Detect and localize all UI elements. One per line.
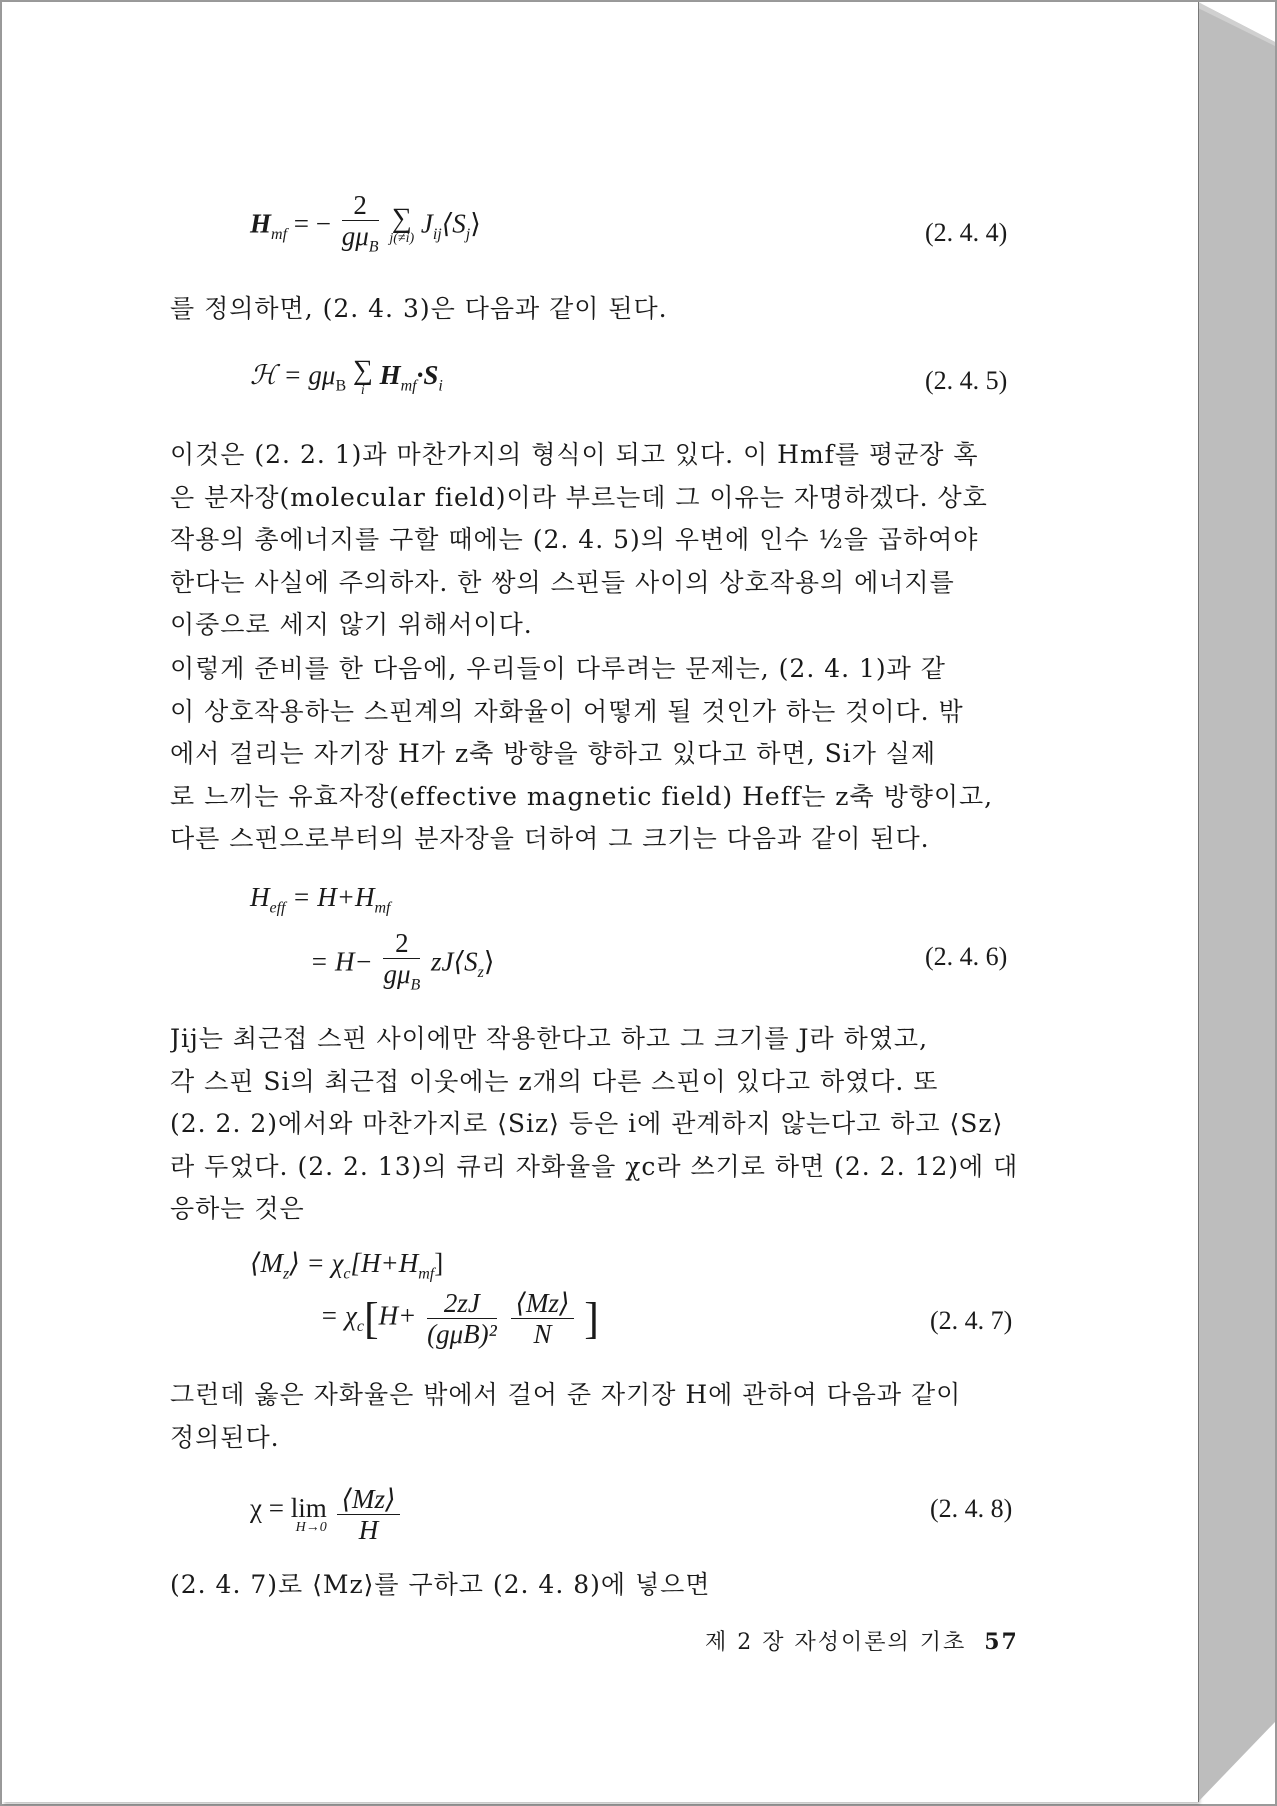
fraction-denominator: N (533, 1319, 552, 1349)
fraction-denominator: H (358, 1515, 379, 1545)
text-line: 라 두었다. (2. 2. 13)의 큐리 자화율을 χc라 쓰기로 하면 (2. 2. 12)에 대 (170, 1151, 1019, 1181)
fraction (427, 1288, 497, 1349)
eq-sub: z (477, 963, 484, 981)
fraction-denominator: (gμB)² (427, 1319, 497, 1349)
equation-2-4-6-line1 (250, 882, 390, 917)
text-line: 정의된다. (170, 1422, 280, 1452)
text-line: 한다는 사실에 주의하자. 한 쌍의 스핀들 사이의 상호작용의 에너지를 (170, 567, 955, 597)
eq-sub: mf (418, 1265, 435, 1283)
den-text: gμ (341, 221, 369, 251)
den-text: gμ (383, 959, 411, 989)
eq-rhs-sub: mf (400, 377, 417, 395)
text-line: 이 상호작용하는 스핀계의 자화율이 어떻게 될 것인가 하는 것이다. 밖 (170, 696, 964, 726)
sum-operator: ∑ i (352, 355, 373, 398)
eq-sign: = gμ (276, 360, 336, 391)
eq-lhs: χ = lim (250, 1492, 327, 1523)
eq-rhs-sub: mf (374, 899, 391, 917)
text-line: 를 정의하면, (2. 4. 3)은 다음과 같이 된다. (170, 294, 668, 323)
eq-part: ] (434, 1248, 444, 1278)
eq-sub: c (343, 1265, 351, 1283)
paragraph (170, 1564, 1050, 1607)
eq-part: = H− (310, 946, 373, 977)
eq-sub: z (283, 1265, 290, 1283)
equation-number: (2. 4. 5) (925, 366, 1008, 395)
page-stack-edge (1198, 2, 1275, 1802)
page-footer (705, 1625, 1019, 1656)
eq-sub: mf (271, 225, 288, 243)
text-line: (2. 2. 2)에서와 마찬가지로 ⟨Siz⟩ 등은 i에 관계하지 않는다고 하고 ⟨Sz⟩ (170, 1109, 1004, 1138)
paragraph (170, 1374, 1050, 1459)
eq-part: zJ⟨S (431, 946, 478, 977)
sum-limit: j(≠i) (389, 231, 415, 247)
equation-2-4-7-line2: = $\chi_c[H+$ $\frac{2zJ}{\text{(gμB)²}}$ $\frac{⟨Mz⟩}{N}$ ] (320, 1288, 599, 1349)
equation-2-4-5 (250, 355, 443, 398)
den-sub: B (368, 238, 379, 256)
eq-lhs: H (250, 208, 272, 239)
equation-number: (2. 4. 6) (925, 942, 1008, 971)
fraction (511, 1288, 573, 1349)
fraction-numerator: 2 (342, 190, 379, 221)
eq-rhs2-sub: i (438, 377, 443, 395)
eq-part: H+ (378, 1300, 417, 1331)
paragraph (170, 1018, 1050, 1231)
sum-operator: ∑ j(≠i) (389, 203, 415, 247)
fraction (337, 1484, 399, 1545)
text-line: 이것은 (2. 2. 1)과 마찬가지의 형식이 되고 있다. 이 Hmf를 평균장 혹 (170, 440, 979, 469)
equation-number: (2. 4. 7) (930, 1306, 1013, 1335)
paragraph (170, 648, 1050, 861)
text-line: Jij는 최근접 스핀 사이에만 작용한다고 하고 그 크기를 J라 하였고, (170, 1024, 929, 1053)
text-line: 이렇게 준비를 한 다음에, 우리들이 다루려는 문제는, (2. 4. 1)과 같 (170, 654, 946, 683)
eq-part: = χ (320, 1300, 357, 1331)
limit-sub: H→0 (295, 1519, 327, 1535)
eq-rhs: = H+H (285, 882, 375, 912)
equation-2-4-7-line1 (250, 1248, 443, 1283)
den-sub: B (410, 976, 421, 994)
eq-lhs: ℋ (250, 360, 277, 391)
fraction-numerator: 2zJ (427, 1288, 497, 1319)
paragraph (170, 434, 1050, 647)
equation-2-4-4 (250, 190, 481, 262)
equation-2-4-6-line2 (310, 928, 494, 1000)
text-line: 그런데 옳은 자화율은 밖에서 걸어 준 자기장 H에 관하여 다음과 같이 (170, 1380, 962, 1409)
fraction-numerator: ⟨Mz⟩ (511, 1288, 573, 1319)
eq-rhs-sub: ij (432, 225, 442, 243)
running-head: 제 2 장 자성이론의 기초 (705, 1630, 967, 1655)
eq-sign: = − (287, 208, 331, 239)
equation-number: (2. 4. 4) (925, 218, 1008, 247)
page-number: 57 (984, 1629, 1019, 1655)
limit-operator (250, 1492, 327, 1535)
eq-part: [H+H (350, 1248, 419, 1278)
eq-bracket-sub: j (465, 225, 471, 243)
eq-sub: c (356, 1318, 364, 1336)
fraction-numerator: ⟨Mz⟩ (337, 1484, 399, 1515)
text-line: 에서 걸리는 자기장 H가 z축 방향을 향하고 있다고 하면, Si가 실제 (170, 739, 937, 768)
eq-part: ⟨M (250, 1248, 284, 1278)
text-line: 로 느끼는 유효자장(effective magnetic field) Heff는 z축 방향이고, (170, 781, 994, 811)
eq-part: ⟩ (483, 946, 495, 977)
equation-number: (2. 4. 8) (930, 1494, 1013, 1523)
text-line: 이중으로 세지 않기 위해서이다. (170, 610, 533, 639)
eq-rhs: J (420, 208, 433, 239)
fraction-denominator (342, 221, 379, 262)
eq-bracket: ⟨S (441, 208, 466, 239)
eq-part: ⟩ = χ (289, 1248, 344, 1278)
text-line: 은 분자장(molecular field)이라 부르는데 그 이유는 자명하겠다. 상호 (170, 482, 988, 512)
eq-bracket-close: ⟩ (470, 208, 481, 239)
eq-sub: B (335, 377, 347, 395)
page-content (170, 0, 1050, 1806)
text-line: 작용의 총에너지를 구할 때에는 (2. 4. 5)의 우변에 인수 ½을 곱하여야 (170, 525, 979, 554)
fraction-denominator (383, 959, 420, 1000)
text-line: (2. 4. 7)로 ⟨Mz⟩를 구하고 (2. 4. 8)에 넣으면 (170, 1570, 711, 1599)
paragraph (170, 288, 1050, 331)
fraction (383, 928, 420, 1000)
text-line: 각 스핀 Si의 최근접 이웃에는 z개의 다른 스핀이 있다고 하였다. 또 (170, 1066, 939, 1096)
fraction-numerator: 2 (383, 928, 420, 959)
equation-2-4-8 (250, 1484, 404, 1545)
fraction (342, 190, 379, 262)
eq-rhs: H (379, 360, 401, 391)
eq-rhs2: ·S (416, 360, 439, 391)
text-line: 응하는 것은 (170, 1194, 305, 1223)
eq-sub: eff (269, 899, 286, 917)
sum-limit: i (360, 383, 365, 398)
text-line: 다른 스핀으로부터의 분자장을 더하여 그 크기는 다음과 같이 된다. (170, 824, 930, 853)
eq-lhs: H (250, 882, 270, 912)
